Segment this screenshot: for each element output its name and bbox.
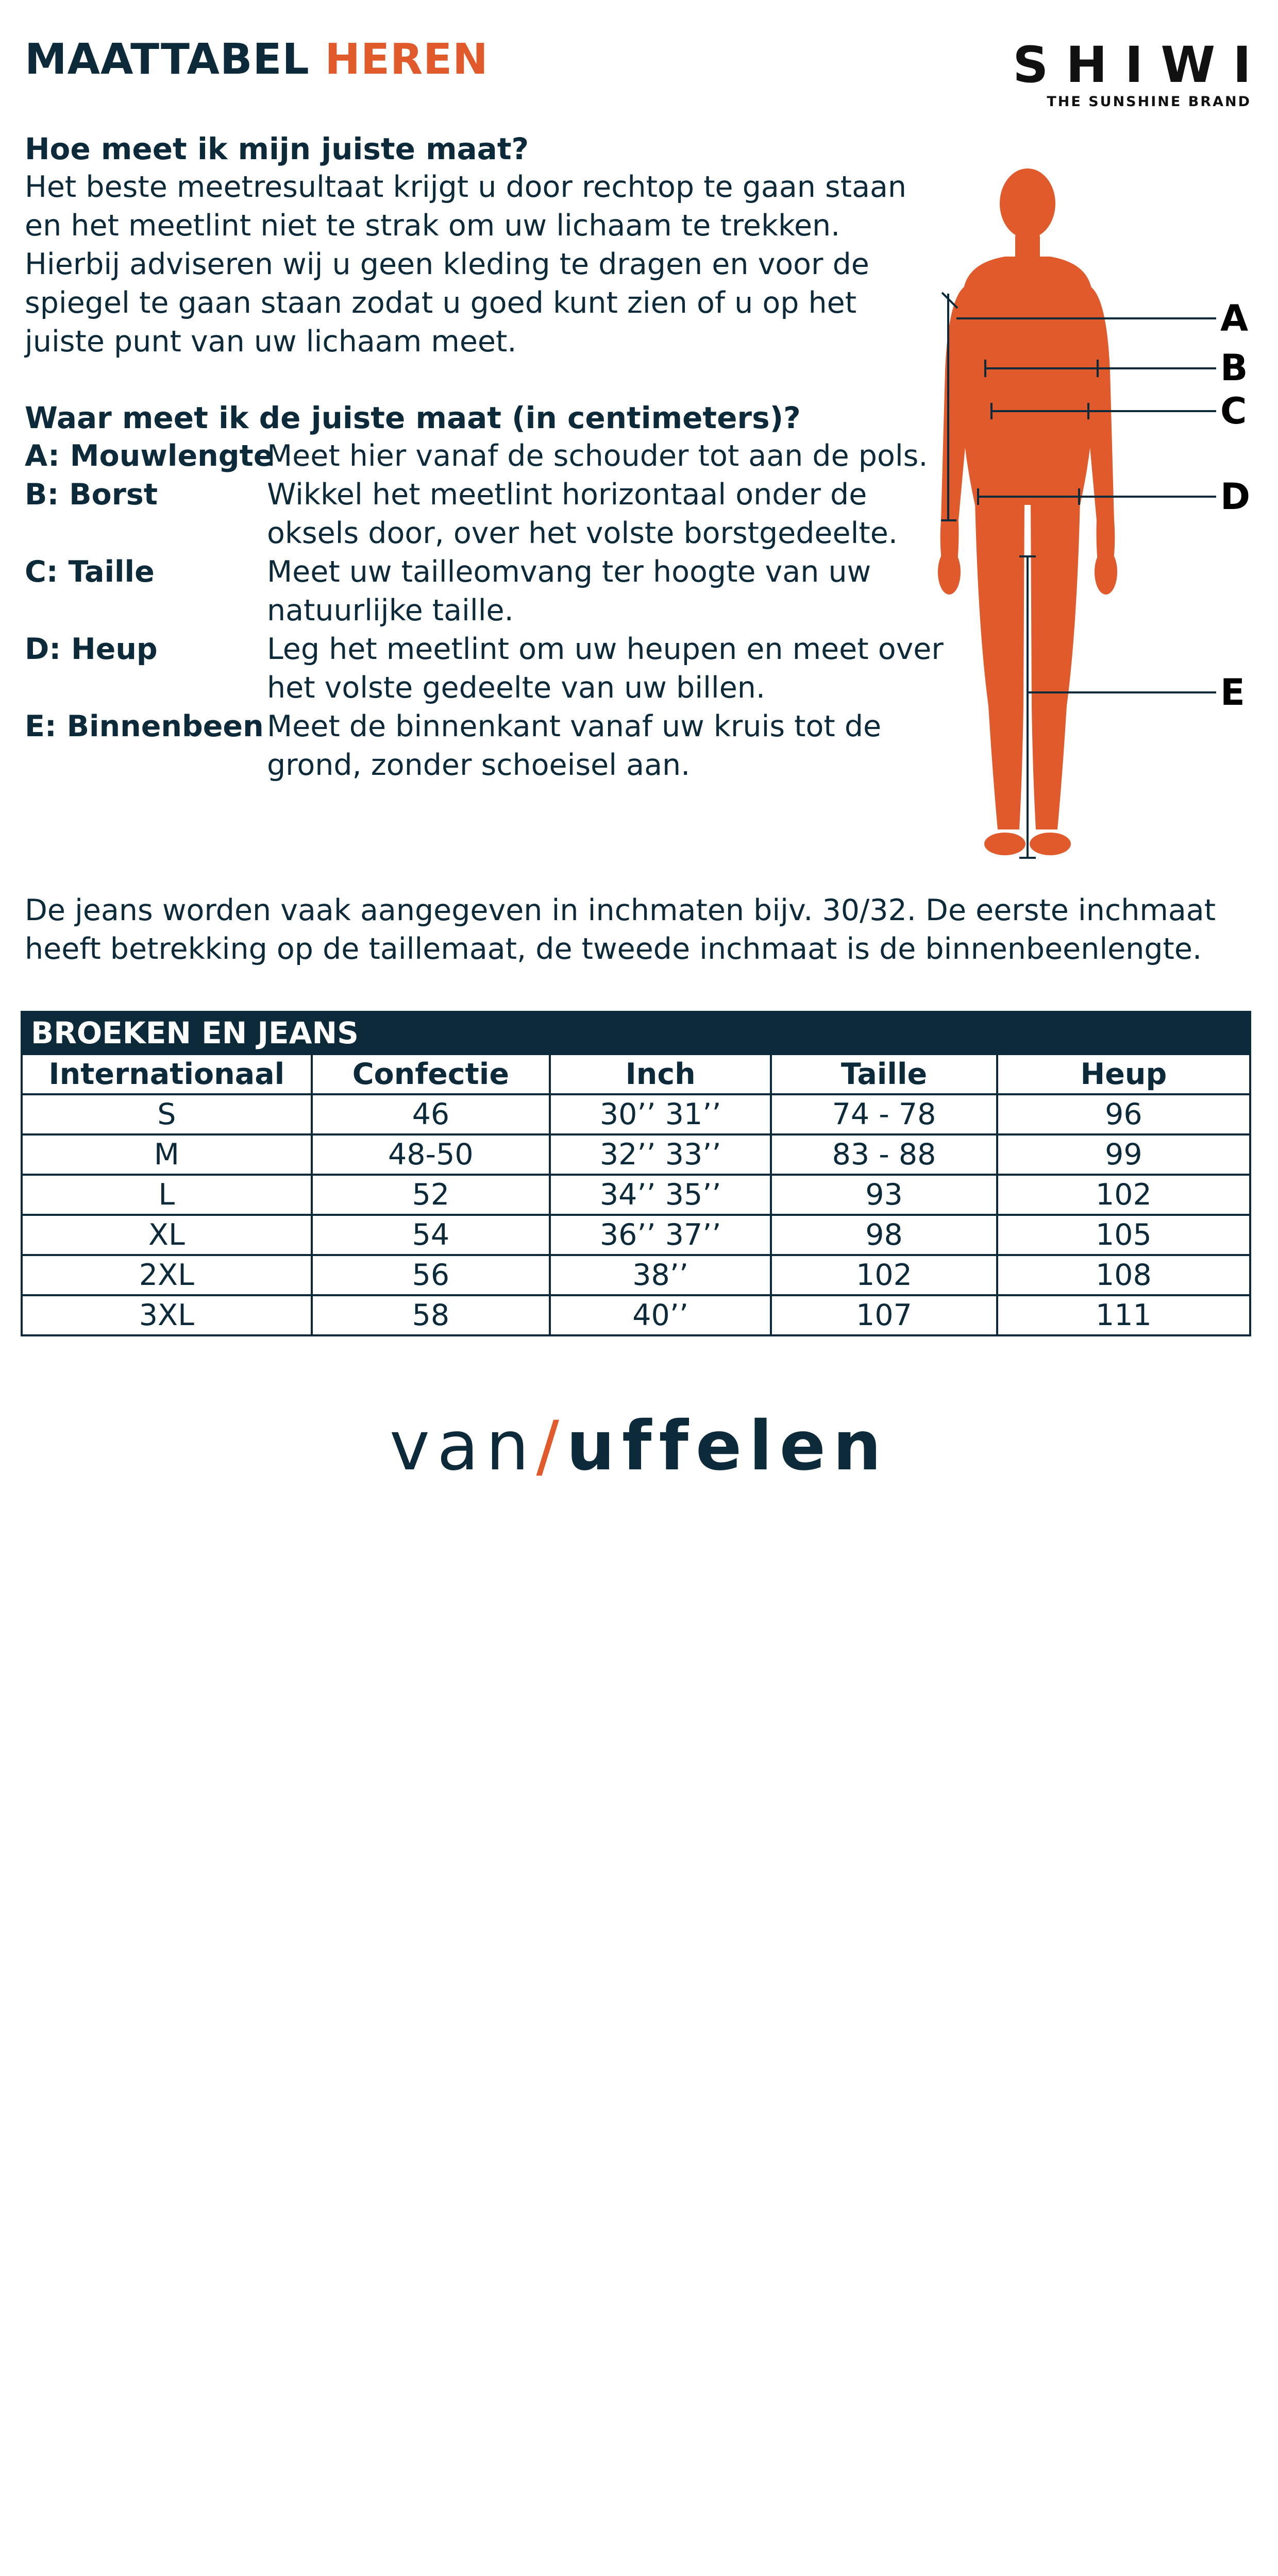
measure-label: B: Borst (25, 478, 158, 512)
intro-section (25, 130, 937, 361)
table-cell: 96 (997, 1094, 1250, 1134)
size-table (21, 1011, 1251, 1336)
table-row (22, 1295, 1250, 1335)
brand-tagline: THE SUNSHINE BRAND (1047, 94, 1251, 110)
logo-part-uffelen: uffelen (566, 1406, 889, 1486)
column-header: Taille (771, 1054, 997, 1094)
table-cell: 48-50 (312, 1134, 550, 1175)
measure-letter-d: D (1220, 476, 1251, 518)
column-header: Heup (997, 1054, 1250, 1094)
table-cell: 74 - 78 (771, 1094, 997, 1134)
table-cell: 83 - 88 (771, 1134, 997, 1175)
table-cell: 107 (771, 1295, 997, 1335)
retailer-logo (0, 1406, 1278, 1486)
table-cell: 99 (997, 1134, 1250, 1175)
brand-name: SHIWI (1013, 36, 1269, 94)
measure-heading: Waar meet ik de juiste maat (in centimeters)? (25, 400, 801, 435)
column-header: Inch (550, 1054, 771, 1094)
table-row (22, 1134, 1250, 1175)
table-cell: L (22, 1175, 312, 1215)
table-cell: 93 (771, 1175, 997, 1215)
table-row (22, 1255, 1250, 1295)
table-cell: 34’’ 35’’ (550, 1175, 771, 1215)
table-row (22, 1215, 1250, 1255)
table-cell: 38’’ (550, 1255, 771, 1295)
measure-label: D: Heup (25, 632, 158, 666)
measure-item-a (25, 437, 952, 476)
table-cell: XL (22, 1215, 312, 1255)
table-cell: 108 (997, 1255, 1250, 1295)
table-row (22, 1094, 1250, 1134)
measure-label: C: Taille (25, 555, 155, 589)
measure-desc: Meet de binnenkant vanaf uw kruis tot de grond, zonder schoeisel aan. (267, 709, 882, 782)
table-title: BROEKEN EN JEANS (21, 1011, 1251, 1053)
table-cell: 111 (997, 1295, 1250, 1335)
measure-label: A: Mouwlengte (25, 439, 274, 473)
measure-desc: Meet uw tailleomvang ter hoogte van uw natuurlijke taille. (267, 555, 871, 628)
table-cell: 105 (997, 1215, 1250, 1255)
measure-desc: Wikkel het meetlint horizontaal onder de oksels door, over het volste borstgedeelte. (267, 478, 898, 550)
table-cell: S (22, 1094, 312, 1134)
measure-letter-a: A (1220, 297, 1249, 340)
table-cell: 58 (312, 1295, 550, 1335)
table-cell: M (22, 1134, 312, 1175)
table-cell: 3XL (22, 1295, 312, 1335)
table-cell: 2XL (22, 1255, 312, 1295)
table-cell: 32’’ 33’’ (550, 1134, 771, 1175)
table-cell: 52 (312, 1175, 550, 1215)
measure-letter-b: B (1220, 347, 1248, 389)
size-table-grid (21, 1053, 1251, 1336)
measure-item-e (25, 707, 952, 785)
brand-logo (1013, 36, 1269, 110)
title-main: MAATTABEL (25, 35, 310, 84)
measure-letter-c: C (1220, 390, 1247, 432)
table-cell: 54 (312, 1215, 550, 1255)
body-measurement-figure (928, 165, 1257, 868)
measure-item-d (25, 630, 952, 707)
measure-desc: Leg het meetlint om uw heupen en meet over het volste gedeelte van uw billen. (267, 632, 944, 705)
table-cell: 102 (771, 1255, 997, 1295)
table-cell: 40’’ (550, 1295, 771, 1335)
measure-section (25, 399, 952, 785)
jeans-note: De jeans worden vaak aangegeven in inchmaten bijv. 30/32. De eerste inchmaat heeft betrekking op de taillemaat, de tweede inchmaat is de binnenbeenlengte. (25, 893, 1216, 966)
table-cell: 102 (997, 1175, 1250, 1215)
table-cell: 30’’ 31’’ (550, 1094, 771, 1134)
table-cell: 56 (312, 1255, 550, 1295)
measure-desc: Meet hier vanaf de schouder tot aan de pols. (267, 439, 928, 473)
table-row (22, 1175, 1250, 1215)
body-silhouette-icon (928, 165, 1257, 866)
table-cell: 98 (771, 1215, 997, 1255)
measure-item-c (25, 553, 952, 630)
intro-text: Het beste meetresultaat krijgt u door rechtop te gaan staan en het meetlint niet te strak om uw lichaam te trekken. Hierbij adviseren wij u geen kleding te dragen en voor de spiegel te gaan staan zodat u goed kunt zien of u op het juiste punt van uw lichaam meet. (25, 170, 907, 359)
table-header-row (22, 1054, 1250, 1094)
column-header: Confectie (312, 1054, 550, 1094)
table-cell: 46 (312, 1094, 550, 1134)
intro-heading: Hoe meet ik mijn juiste maat? (25, 131, 529, 166)
measure-item-b (25, 476, 952, 553)
logo-slash: / (536, 1406, 567, 1486)
title-accent: HEREN (325, 35, 489, 84)
table-cell: 36’’ 37’’ (550, 1215, 771, 1255)
column-header: Internationaal (22, 1054, 312, 1094)
logo-part-van: van (389, 1406, 536, 1486)
measure-label: E: Binnenbeen (25, 709, 264, 743)
page-title (25, 35, 489, 84)
measure-letter-e: E (1220, 671, 1245, 714)
